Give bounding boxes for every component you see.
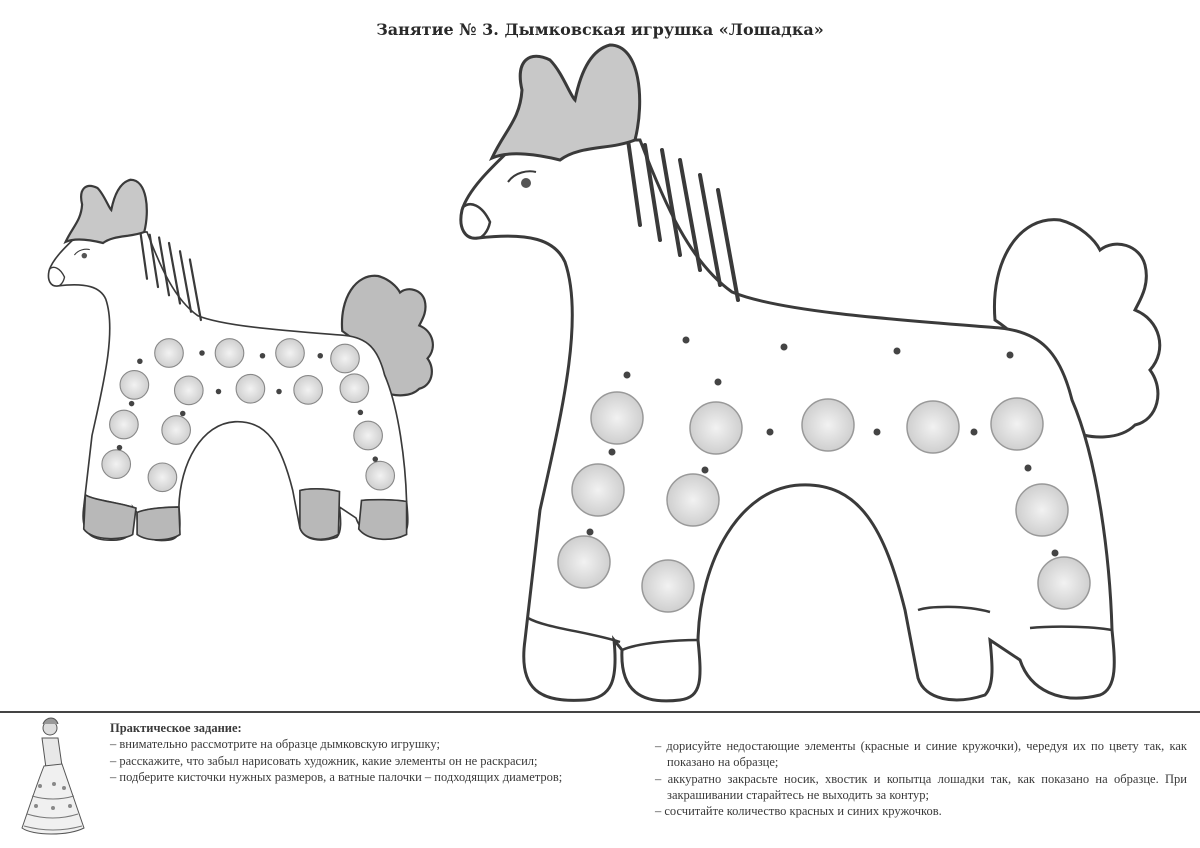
task-right-column [655,738,1187,819]
task-item: – аккуратно закрасьте носик, хвостик и копытца лошадки так, как показано на образце. При закрашивании старайтесь не выходить за контур; [655,771,1187,802]
task-item: – подберите кисточки нужных размеров, а ватные палочки – подходящих диаметров; [110,769,563,784]
task-item: – расскажите, что забыл нарисовать художник, какие элементы он не раскрасил; [110,753,538,768]
task-item: – сосчитайте количество красных и синих кружочков. [655,804,942,819]
task-item: – дорисуйте недостающие элементы (красные и синие кружочки), чередуя их по цвету так, как показано на образце; [655,739,1187,770]
sample-horse [48,180,432,541]
divider [0,711,1200,713]
dymkovo-lady-icon [18,716,88,838]
task-item: – внимательно рассмотрите на образце дымковскую игрушку; [110,737,440,752]
task-heading: Практическое задание: [110,721,242,735]
task-left-column [110,720,640,785]
page-title: Занятие № 3. Дымковская игрушка «Лошадка» [376,20,824,39]
coloring-horse [461,45,1160,701]
